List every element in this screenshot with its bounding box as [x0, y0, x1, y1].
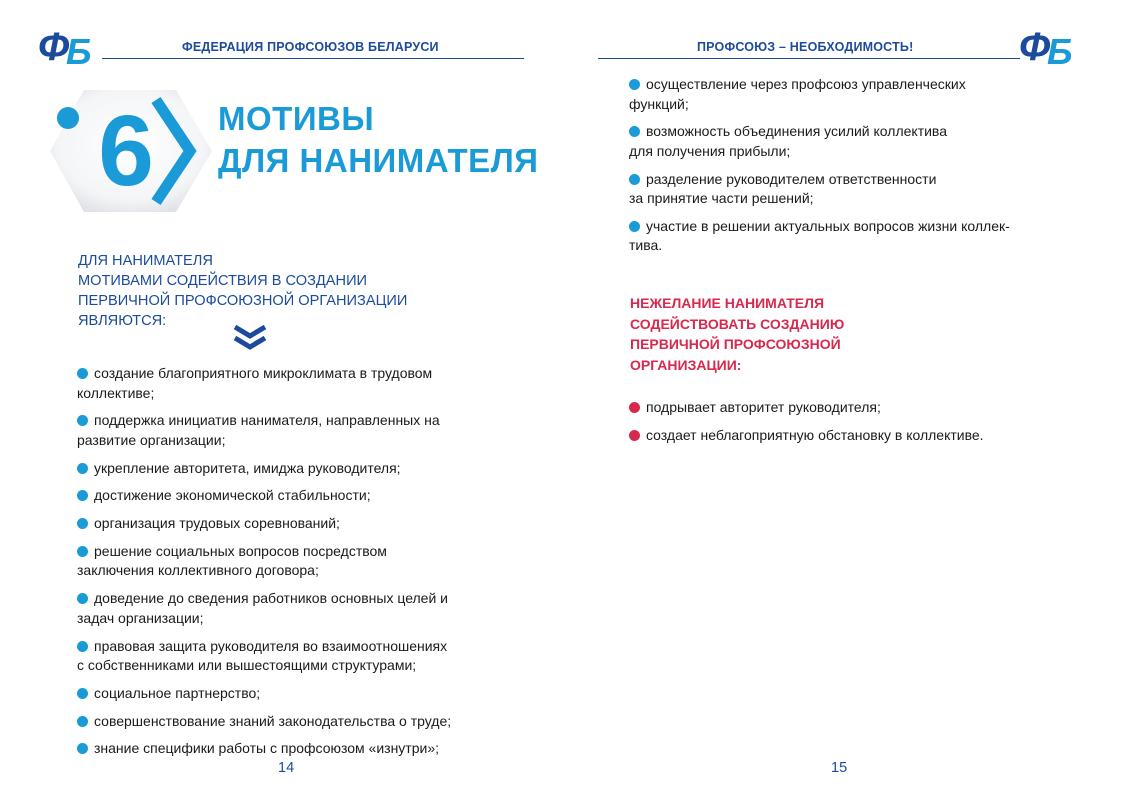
list-item: достижение экономической стабильности; [77, 486, 517, 506]
bullet-dot-icon [77, 688, 88, 699]
bullet-dot-icon [77, 518, 88, 529]
section-number: 6 [98, 95, 154, 207]
bullet-dot-icon [629, 402, 640, 413]
list-item: решение социальных вопросов посредством заключения коллективного договора; [77, 542, 387, 579]
list-item: создание благоприятного микроклимата в трудовом коллективе; [77, 365, 433, 401]
list-item: организация трудовых соревнований; [77, 514, 517, 534]
list-item: правовая защита руководителя во взаимоотношениях с собственниками или вышестоящими структурами; [77, 637, 448, 674]
bullet-dot-icon [77, 641, 88, 652]
svg-text:Б: Б [1047, 31, 1073, 70]
svg-text:Ф: Ф [1019, 25, 1051, 69]
list-item: создает неблагоприятную обстановку в коллективе. [629, 426, 1069, 446]
list-item: знание специфики работы с профсоюзом «изнутри»; [77, 739, 517, 759]
list-item: возможность объединения усилий коллектива для получения прибыли; [629, 123, 947, 159]
bullet-dot-icon [629, 174, 640, 185]
header-divider [102, 58, 524, 59]
bullet-dot-icon [629, 221, 640, 232]
header-title: ФЕДЕРАЦИЯ ПРОФСОЮЗОВ БЕЛАРУСИ [182, 40, 439, 54]
negative-list [629, 398, 1069, 454]
list-item: участие в решении актуальных вопросов жизни коллек- тива. [629, 217, 1010, 254]
fpb-logo-icon [1019, 22, 1081, 70]
bullet-dot-icon [77, 490, 88, 501]
bullet-dot-icon [629, 126, 640, 137]
double-chevron-down-icon [233, 325, 267, 351]
list-item: подрывает авторитет руководителя; [629, 398, 1069, 418]
list-item: совершенствование знаний законодательства о труде; [77, 712, 517, 732]
bullet-dot-icon [77, 743, 88, 754]
page-number: 15 [831, 760, 848, 776]
left-page [0, 0, 561, 798]
page-number: 14 [278, 760, 295, 776]
motives-list [77, 364, 517, 767]
section-title-line-2: ДЛЯ НАНИМАТЕЛЯ [218, 142, 539, 179]
svg-text:Б: Б [66, 31, 92, 70]
list-item: разделение руководителем ответственности за принятие части решений; [629, 170, 937, 207]
header-title: ПРОФСОЮЗ – НЕОБХОДИМОСТЬ! [697, 40, 914, 54]
motives-list-continued [629, 75, 1069, 264]
warning-heading: НЕЖЕЛАНИЕ НАНИМАТЕЛЯ СОДЕЙСТВОВАТЬ СОЗДАНИЮ ПЕРВИЧНОЙ ПРОФСОЮЗНОЙ ОРГАНИЗАЦИИ: [630, 295, 845, 373]
bullet-dot-icon [77, 415, 88, 426]
bullet-dot-icon [629, 430, 640, 441]
header-divider [598, 58, 1020, 59]
list-item: социальное партнерство; [77, 684, 517, 704]
intro-text: ДЛЯ НАНИМАТЕЛЯ МОТИВАМИ СОДЕЙСТВИЯ В СОЗДАНИИ ПЕРВИЧНОЙ ПРОФСОЮЗНОЙ ОРГАНИЗАЦИИ ЯВЛЯЮТСЯ: [78, 253, 408, 329]
section-title-line-1: МОТИВЫ [218, 100, 375, 137]
bullet-dot-icon [77, 593, 88, 604]
bullet-dot-icon [77, 546, 88, 557]
fpb-logo-icon [38, 22, 100, 70]
list-item: поддержка инициатив нанимателя, направленных на развитие организации; [77, 412, 440, 448]
list-item: осуществление через профсоюз управленческих функций; [629, 76, 966, 112]
list-item: укрепление авторитета, имиджа руководителя; [77, 459, 517, 479]
bullet-dot-icon [77, 716, 88, 727]
bullet-dot-icon [77, 368, 88, 379]
svg-text:Ф: Ф [38, 25, 70, 69]
right-page [561, 0, 1123, 798]
bullet-dot-icon [77, 463, 88, 474]
bullet-dot-icon [629, 79, 640, 90]
list-item: доведение до сведения работников основных целей и задач организации; [77, 590, 448, 626]
